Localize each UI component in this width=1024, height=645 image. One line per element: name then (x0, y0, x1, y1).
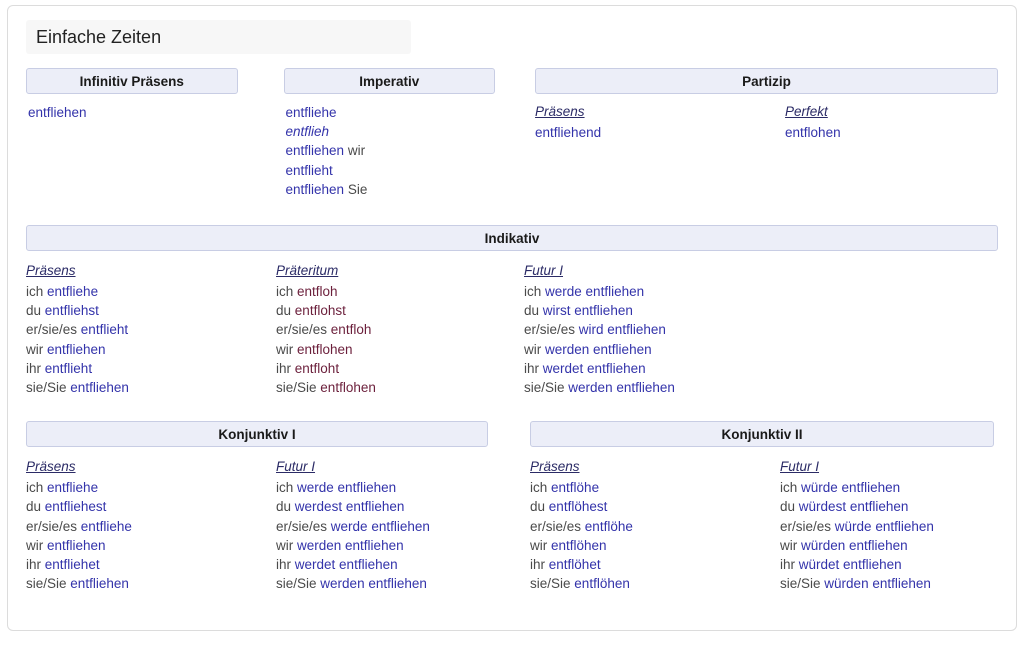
verb-form: entflöhet (548, 557, 601, 573)
konjunktiv2-futur1-column (780, 458, 992, 593)
verb-form: entfliehen (70, 380, 129, 396)
pronoun: wir (780, 537, 798, 553)
list-item (286, 122, 496, 141)
verb-form: werdet entfliehen (542, 360, 646, 376)
simple-forms-band (26, 68, 998, 199)
verb-form: entflöhen (574, 576, 630, 592)
table-row (524, 320, 774, 339)
table-row (780, 555, 992, 574)
verb-form: würde entfliehen (834, 518, 934, 534)
table-row (26, 478, 276, 497)
table-row (524, 282, 774, 301)
verb-form: entflohen (320, 380, 376, 396)
table-row (276, 359, 524, 378)
pronoun: ich (530, 480, 548, 496)
table-row (276, 378, 524, 397)
verb-form: entflieht (80, 322, 129, 338)
verb-form: entfliehe (285, 105, 337, 120)
verb-form: entflohen (785, 125, 841, 140)
pronoun: du (26, 303, 42, 319)
table-row (276, 478, 488, 497)
verb-form: entfloh (330, 322, 372, 338)
pronoun: sie/Sie (276, 576, 317, 592)
table-row (780, 574, 992, 593)
verb-form: werde entfliehen (545, 284, 645, 300)
pronoun: ich (276, 284, 294, 300)
verb-form: entfliehest (44, 499, 107, 515)
pronoun: sie/Sie (524, 380, 565, 396)
konjunktiv2-block (530, 421, 994, 593)
pronoun: wir (530, 537, 548, 553)
verb-form: entfliehe (80, 518, 132, 534)
table-row (276, 320, 524, 339)
table-row (276, 536, 488, 555)
partizip-praesens-column (535, 103, 785, 142)
verb-form: entfliehen (285, 143, 345, 159)
pronoun: er/sie/es (276, 518, 328, 534)
infinitiv-block (26, 68, 238, 122)
konjunktiv2-header: Konjunktiv II (530, 421, 994, 447)
verb-form: würde entfliehen (801, 480, 901, 496)
table-row (26, 359, 276, 378)
table-row (26, 340, 276, 359)
pronoun: ihr (524, 360, 540, 376)
verb-form: entfliehen (47, 537, 106, 553)
column-label: Präsens (26, 263, 76, 279)
pronoun: er/sie/es (530, 518, 582, 534)
table-row (524, 378, 774, 397)
table-row (530, 497, 780, 516)
pronoun: sie/Sie (26, 576, 67, 592)
table-row (530, 536, 780, 555)
partizip-perfekt-column (785, 103, 985, 142)
pronoun: ich (780, 480, 798, 496)
indikativ-praeteritum-column (276, 262, 524, 397)
table-row (530, 517, 780, 536)
pronoun: Sie (347, 181, 368, 197)
pronoun: sie/Sie (276, 380, 317, 396)
pronoun: ihr (530, 557, 546, 573)
table-row (524, 359, 774, 378)
verb-form: entflieht (285, 162, 333, 178)
verb-form: werde entfliehen (330, 518, 430, 534)
table-row (780, 536, 992, 555)
column-label: Präteritum (276, 263, 339, 279)
imperativ-header: Imperativ (284, 68, 496, 94)
table-row (276, 282, 524, 301)
pronoun: wir (276, 537, 294, 553)
konjunktiv1-futur1-column (276, 458, 488, 593)
pronoun: er/sie/es (26, 322, 78, 338)
list-item (785, 123, 985, 142)
page-title: Einfache Zeiten (36, 26, 162, 47)
pronoun: wir (26, 341, 44, 357)
verb-form: werden entfliehen (320, 576, 427, 592)
pronoun: er/sie/es (26, 518, 78, 534)
list-item (286, 180, 496, 199)
verb-form: entfliehe (47, 284, 99, 300)
verb-form: entfliehet (44, 557, 100, 573)
table-row (276, 340, 524, 359)
verb-form: entfliehe (47, 480, 99, 496)
verb-form: würdest entfliehen (798, 499, 909, 515)
pronoun: du (530, 499, 546, 515)
table-row (26, 536, 276, 555)
pronoun: ihr (276, 557, 292, 573)
verb-form: würden entfliehen (801, 537, 908, 553)
list-item (286, 161, 496, 180)
konjunktiv1-header: Konjunktiv I (26, 421, 488, 447)
partizip-header: Partizip (535, 68, 998, 94)
verb-form: werden entfliehen (297, 537, 404, 553)
verb-form: entflöhe (584, 518, 633, 534)
verb-form: entflohst (294, 303, 346, 319)
column-label: Präsens (535, 104, 585, 119)
verb-form: entfliehst (44, 303, 99, 319)
pronoun: wir (347, 143, 366, 159)
table-row (26, 517, 276, 536)
verb-form: entflohen (297, 341, 353, 357)
table-row (26, 378, 276, 397)
verb-form: werde entfliehen (297, 480, 397, 496)
table-row (276, 574, 488, 593)
table-row (780, 497, 992, 516)
verb-form: wird entfliehen (578, 322, 666, 338)
table-row (26, 282, 276, 301)
list-item (286, 141, 496, 160)
indikativ-header: Indikativ (26, 225, 998, 251)
pronoun: er/sie/es (524, 322, 576, 338)
verb-form: entflieh (285, 124, 330, 140)
column-label: Futur I (524, 263, 564, 279)
pronoun: ihr (780, 557, 796, 573)
table-row (530, 478, 780, 497)
pronoun: du (524, 303, 540, 319)
verb-form: würdet entfliehen (798, 557, 902, 573)
table-row (26, 301, 276, 320)
table-row (276, 517, 488, 536)
pronoun: sie/Sie (26, 380, 67, 396)
infinitiv-header: Infinitiv Präsens (26, 68, 238, 94)
partizip-block (535, 68, 998, 142)
verb-form: werdet entfliehen (294, 557, 398, 573)
list-item (28, 103, 238, 122)
verb-form: entfliehend (535, 125, 602, 140)
konjunktiv1-columns (26, 458, 488, 593)
konjunktiv2-praesens-column (530, 458, 780, 593)
indikativ-block (26, 225, 998, 397)
list-item (535, 123, 785, 142)
column-label: Futur I (780, 459, 820, 475)
verb-form: entfliehen (285, 181, 345, 197)
verb-form: würden entfliehen (824, 576, 931, 592)
column-label: Futur I (276, 459, 316, 475)
indikativ-columns (26, 262, 998, 397)
table-row (780, 517, 992, 536)
verb-form: entfliehen (28, 105, 87, 120)
pronoun: wir (26, 537, 44, 553)
imperativ-block (284, 68, 496, 199)
konjunktiv1-block (26, 421, 488, 593)
table-row (26, 497, 276, 516)
pronoun: wir (524, 341, 542, 357)
pronoun: ich (524, 284, 542, 300)
verb-form: entflöhest (548, 499, 608, 515)
pronoun: ihr (26, 557, 42, 573)
verb-form: entflieht (44, 360, 93, 376)
imperativ-forms (284, 103, 496, 199)
pronoun: ich (276, 480, 294, 496)
konjunktiv-band (26, 421, 998, 593)
verb-form: entfloh (297, 284, 338, 300)
verb-form: entfliehen (47, 341, 106, 357)
conjugation-page (7, 5, 1017, 631)
pronoun: ihr (26, 360, 42, 376)
infinitiv-forms (26, 103, 238, 122)
table-row (524, 340, 774, 359)
table-row (276, 555, 488, 574)
pronoun: wir (276, 341, 294, 357)
table-row (276, 301, 524, 320)
pronoun: sie/Sie (780, 576, 821, 592)
table-row (26, 574, 276, 593)
table-row (530, 574, 780, 593)
indikativ-futur1-column (524, 262, 774, 397)
pronoun: er/sie/es (780, 518, 832, 534)
pronoun: du (276, 499, 292, 515)
table-row (26, 320, 276, 339)
verb-form: werden entfliehen (545, 341, 652, 357)
konjunktiv2-columns (530, 458, 994, 593)
column-label: Präsens (26, 459, 76, 475)
verb-form: entflöhen (551, 537, 607, 553)
column-label: Präsens (530, 459, 580, 475)
pronoun: ihr (276, 360, 292, 376)
partizip-columns (535, 103, 998, 142)
indikativ-praesens-column (26, 262, 276, 397)
konjunktiv1-praesens-column (26, 458, 276, 593)
table-row (780, 478, 992, 497)
list-item (286, 103, 496, 122)
verb-form: wirst entfliehen (542, 303, 633, 319)
verb-form: entfloht (294, 360, 340, 376)
verb-form: entfliehen (70, 576, 129, 592)
verb-form: werden entfliehen (568, 380, 675, 396)
pronoun: er/sie/es (276, 322, 328, 338)
pronoun: du (276, 303, 292, 319)
verb-form: entflöhe (551, 480, 600, 496)
verb-form: werdest entfliehen (294, 499, 405, 515)
pronoun: sie/Sie (530, 576, 571, 592)
table-row (530, 555, 780, 574)
pronoun: du (26, 499, 42, 515)
table-row (524, 301, 774, 320)
column-label: Perfekt (785, 104, 828, 119)
pronoun: ich (26, 284, 44, 300)
pronoun: du (780, 499, 796, 515)
pronoun: ich (26, 480, 44, 496)
table-row (26, 555, 276, 574)
table-row (276, 497, 488, 516)
page-title-bar (26, 20, 411, 54)
